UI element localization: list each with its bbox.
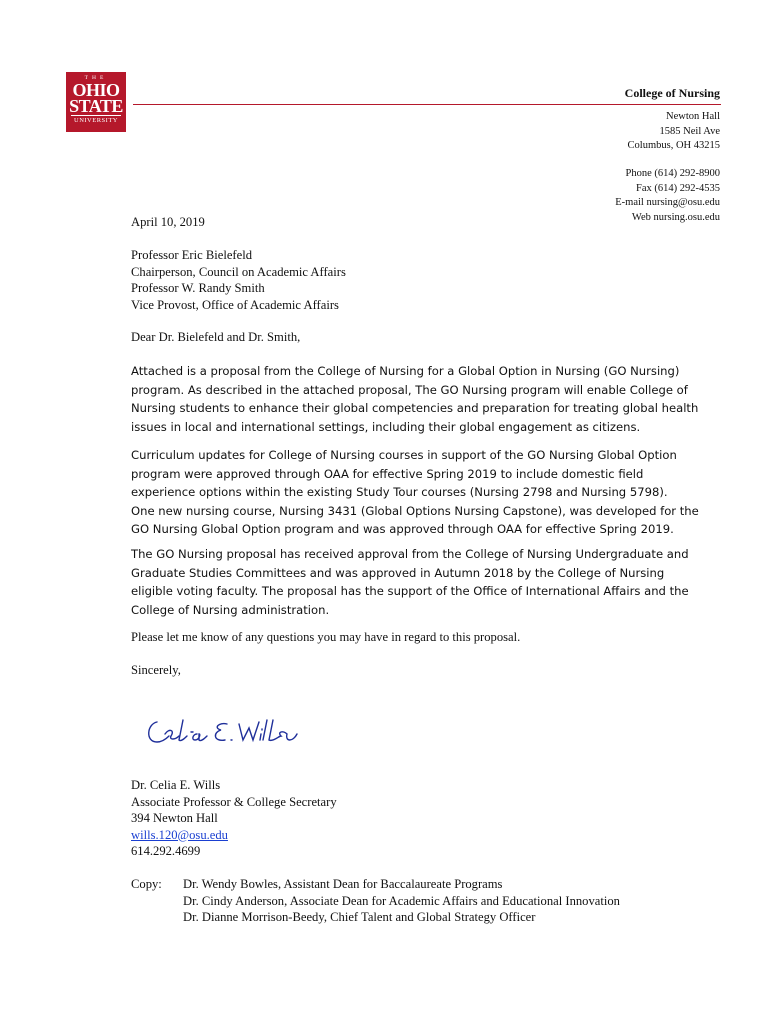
handwritten-signature: [143, 712, 303, 752]
paragraph-4: Please let me know of any questions you may have in regard to this proposal.: [131, 630, 521, 644]
paragraph-line: issues in local and international settings, including their global engagement as citizens.: [131, 419, 641, 434]
copy-label: Copy:: [131, 877, 162, 891]
paragraph-2: [131, 446, 711, 539]
paragraph-line: One new nursing course, Nursing 3431 (Global Options Nursing Capstone), was developed for the: [131, 503, 699, 518]
letterhead-rule: [133, 104, 721, 105]
osu-logo: [66, 72, 126, 132]
paragraph-line: College of Nursing administration.: [131, 602, 330, 617]
logo-ohio: OHIO: [72, 80, 120, 100]
fax-line: Fax (614) 292-4535: [636, 182, 720, 194]
signer-email-line: [131, 827, 711, 844]
recipient-line: Professor W. Randy Smith: [131, 281, 265, 295]
address-line: 1585 Neil Ave: [659, 125, 720, 137]
paragraph-line: Curriculum updates for College of Nursing courses in support of the GO Nursing Global Option: [131, 448, 677, 462]
copy-recipient: Dr. Dianne Morrison-Beedy, Chief Talent and Global Strategy Officer: [183, 910, 536, 924]
paragraph-3: [131, 545, 711, 619]
paragraph-line: eligible voting faculty. The proposal has the support of the Office of International Affairs and the: [131, 584, 689, 598]
signer-title: Associate Professor & College Secretary: [131, 794, 337, 809]
paragraph-line: Nursing students to enhance their global competencies and preparation for treating global health: [131, 401, 699, 415]
phone-line: Phone (614) 292-8900: [625, 168, 720, 179]
copy-recipient: Dr. Cindy Anderson, Associate Dean for Academic Affairs and Educational Innovation: [183, 893, 620, 908]
web-line: Web nursing.osu.edu: [631, 211, 720, 223]
paragraph-line: program were approved through OAA for effective Spring 2019 to include domestic field: [131, 466, 644, 481]
closing: Sincerely,: [131, 663, 181, 677]
paragraph-line: program. As described in the attached proposal, The GO Nursing program will enable College of: [131, 382, 688, 397]
paragraph-line: experience options within the existing Study Tour courses (Nursing 2798 and Nursing 5798).: [131, 485, 668, 499]
signer-name: Dr. Celia E. Wills: [131, 778, 221, 792]
paragraph-line: Attached is a proposal from the College of Nursing for a Global Option in Nursing (GO Nursing): [131, 364, 680, 378]
logo-university: UNIVERSITY: [71, 115, 121, 125]
signer-block: [131, 777, 711, 860]
signer-office: 394 Newton Hall: [131, 811, 218, 825]
copy-recipient: Dr. Wendy Bowles, Assistant Dean for Baccalaureate Programs: [183, 877, 503, 891]
paragraph-line: Graduate Studies Committees and was approved in Autumn 2018 by the College of Nursing: [131, 565, 665, 580]
letter-date: April 10, 2019: [131, 215, 205, 229]
logo-the: THE: [84, 75, 108, 81]
recipient-block: [131, 247, 711, 313]
recipient-line: Chairperson, Council on Academic Affairs: [131, 264, 346, 279]
recipient-line: Vice Provost, Office of Academic Affairs: [131, 297, 339, 312]
paragraph-line: GO Nursing Global Option program and was approved through OAA for effective Spring 2019.: [131, 522, 674, 536]
paragraph-line: The GO Nursing proposal has received approval from the College of Nursing Undergraduate and: [131, 547, 689, 561]
logo-state: STATE: [69, 96, 123, 116]
recipient-line: Professor Eric Bielefeld: [131, 248, 252, 262]
salutation: Dear Dr. Bielefeld and Dr. Smith,: [131, 330, 301, 344]
college-name: College of Nursing: [624, 86, 720, 100]
signer-phone: 614.292.4699: [131, 844, 201, 858]
college-address: [628, 110, 720, 154]
signer-email-link[interactable]: wills.120@osu.edu: [131, 827, 228, 842]
address-line: Columbus, OH 43215: [627, 140, 720, 151]
paragraph-1: [131, 362, 711, 436]
email-line: E-mail nursing@osu.edu: [615, 197, 720, 208]
copy-list: [183, 876, 620, 926]
address-line: Newton Hall: [666, 111, 720, 122]
